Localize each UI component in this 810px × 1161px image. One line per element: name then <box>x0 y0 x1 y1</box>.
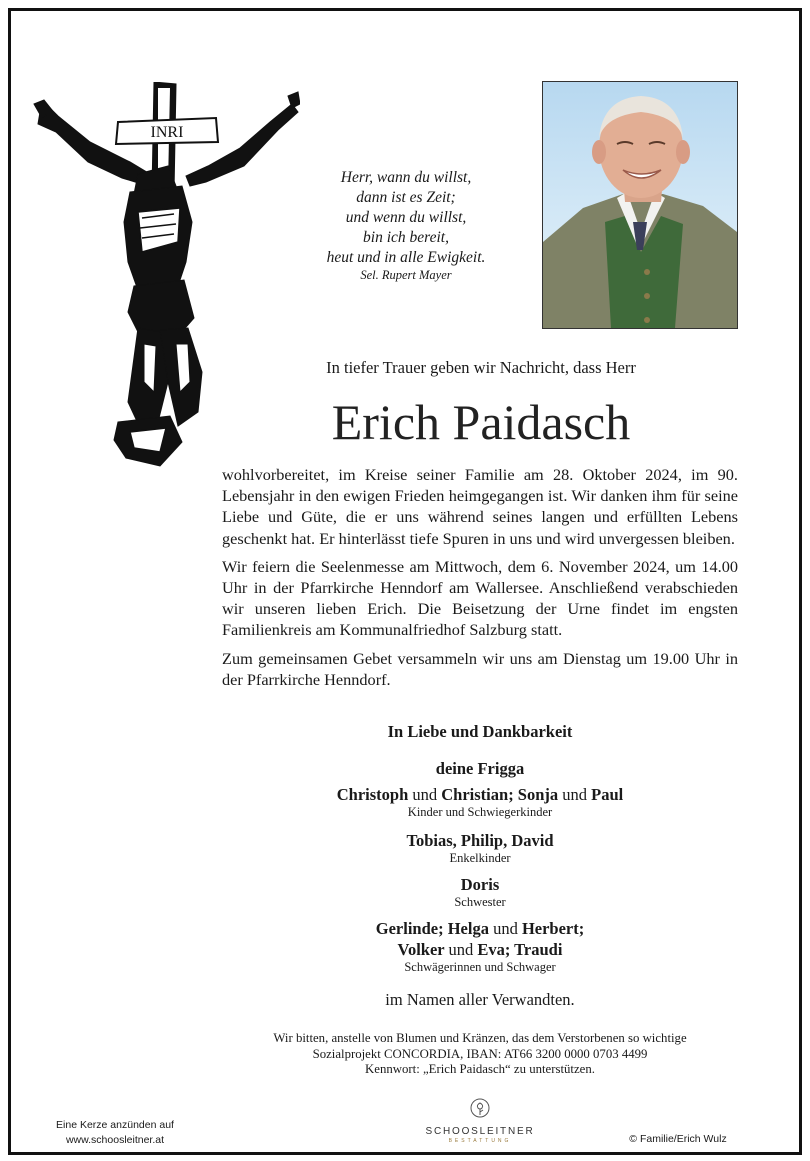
family-grandchildren: Tobias, Philip, David Enkelkinder <box>222 830 738 866</box>
quote-author: Sel. Rupert Mayer <box>360 268 452 282</box>
family-relatives: im Namen aller Verwandten. <box>385 990 575 1009</box>
candle-text: Eine Kerze anzünden auf <box>56 1119 174 1131</box>
quote-line: bin ich bereit, <box>363 229 449 246</box>
brand-subtitle: BESTATTUNG <box>448 1138 512 1144</box>
family-inlaws-role: Schwägerinnen und Schwager <box>404 960 556 974</box>
quote-line: heut und in alle Ewigkeit. <box>326 249 486 266</box>
candle-url[interactable]: www.schoosleitner.at <box>65 1134 165 1146</box>
candle-link[interactable] <box>40 1118 190 1148</box>
portrait-illustration <box>543 82 737 328</box>
photo-copyright: © Familie/Erich Wulz <box>629 1133 727 1145</box>
quote-line: dann ist es Zeit; <box>356 189 456 206</box>
paragraph-prayer: Zum gemeinsamen Gebet versammeln wir uns am Dienstag um 19.00 Uhr in der Pfarrkirche Henndorf. <box>222 648 738 689</box>
family-children-role: Kinder und Schwiegerkinder <box>407 805 553 819</box>
paragraph-funeral-mass: Wir feiern die Seelenmesse am Mittwoch, dem 6. November 2024, um 14.00 Uhr in der Pfarrkirche Henndorf am Wallersee. Anschließend verabschieden wir unseren lieben Erich. Die Beisetzung der Urne findet im engsten Familienkreis am Kommunalfriedhof Salzburg statt. <box>222 556 738 640</box>
donation-request: Wir bitten, anstelle von Blumen und Kränzen, das dem Verstorbenen so wichtige Sozialprojekt CONCORDIA, IBAN: AT66 3200 0000 0703 4499 Kennwort: „Erich Paidasch“ zu unterstützen. <box>273 1031 687 1076</box>
brand-name: SCHOOSLEITNER <box>425 1126 535 1137</box>
deceased-name: Erich Paidasch <box>331 394 631 450</box>
paragraph-passing: wohlvorbereitet, im Kreise seiner Familie am 28. Oktober 2024, im 90. Lebensjahr in den ewigen Frieden heimgegangen ist. Wir danken ihm für seine Liebe und Güte, die er uns während seines langen und erfüllten Lebens geschenkt hat. Er hinterlässt tiefe Spuren in uns und wird unvergessen bleiben. <box>222 465 738 548</box>
family-sister-role: Schwester <box>454 895 506 909</box>
announcement-intro: In tiefer Trauer geben wir Nachricht, dass Herr <box>326 358 636 377</box>
quote-line: Herr, wann du willst, <box>340 169 472 186</box>
bible-quote <box>300 168 512 283</box>
quote-line: und wenn du willst, <box>345 209 467 226</box>
family-children: Christoph und Christian; Sonja und Paul Kinder und Schwiegerkinder <box>222 784 738 820</box>
closing-phrase: In Liebe und Dankbarkeit <box>387 722 573 741</box>
family-inlaws: Gerlinde; Helga und Herbert; Volker und Eva; Traudi Schwägerinnen und Schwager <box>222 918 738 975</box>
inri-sign: INRI <box>150 124 184 141</box>
portrait-photo <box>542 81 738 329</box>
family-grandchildren-role: Enkelkinder <box>449 851 511 865</box>
notice-body <box>222 464 738 697</box>
family-sister: Doris Schwester <box>222 874 738 910</box>
funeral-home-logo <box>405 1098 555 1144</box>
rose-icon <box>470 1098 490 1120</box>
family-wife: deine Frigga <box>435 759 525 778</box>
